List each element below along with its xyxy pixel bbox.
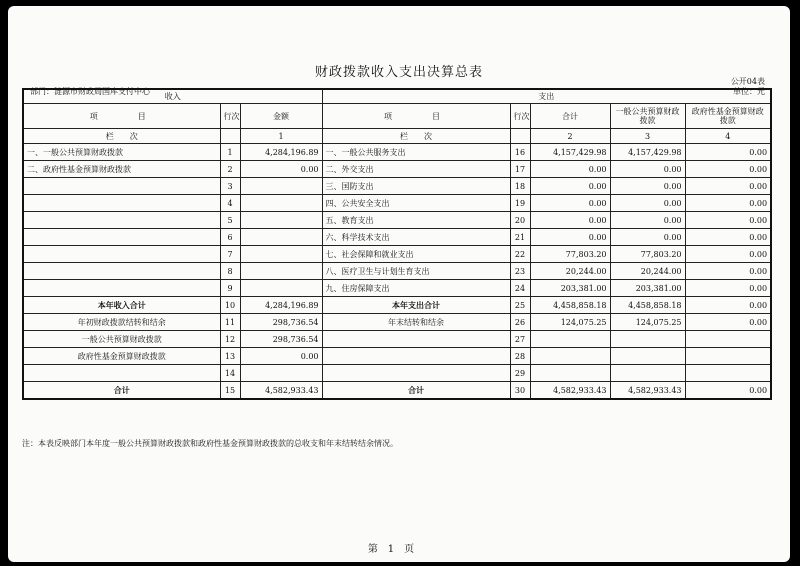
expense-item-cell: 四、公共安全支出 — [322, 195, 510, 212]
income-row-no-cell: 11 — [220, 314, 240, 331]
income-amount-cell: 0.00 — [240, 161, 322, 178]
income-amount-cell: 298,736.54 — [240, 314, 322, 331]
general-budget-cell — [610, 365, 685, 382]
expense-row-no-header: 行次 — [510, 104, 530, 129]
table-row — [23, 229, 771, 246]
unit-label: 单位：元 — [733, 87, 765, 96]
income-row-no-header: 行次 — [220, 104, 240, 129]
expense-row-no-cell: 25 — [510, 297, 530, 314]
general-budget-cell: 0.00 — [610, 195, 685, 212]
expense-item-header: 项 目 — [322, 104, 510, 129]
expense-total-cell: 0.00 — [530, 229, 610, 246]
fund-budget-cell — [685, 331, 771, 348]
expense-item-cell: 八、医疗卫生与计划生育支出 — [322, 263, 510, 280]
expense-row-no-cell: 26 — [510, 314, 530, 331]
fund-budget-cell: 0.00 — [685, 280, 771, 297]
fund-budget-cell: 0.00 — [685, 246, 771, 263]
fund-budget-cell: 0.00 — [685, 297, 771, 314]
table-row — [23, 365, 771, 382]
income-amount-cell — [240, 229, 322, 246]
expense-total-cell: 77,803.20 — [530, 246, 610, 263]
expense-row-no-cell: 16 — [510, 144, 530, 161]
table-row — [23, 161, 771, 178]
income-item-cell — [23, 365, 220, 382]
table-row — [23, 178, 771, 195]
col-index-2: 2 — [530, 129, 610, 144]
income-row-no-cell: 3 — [220, 178, 240, 195]
expense-row-no-cell: 20 — [510, 212, 530, 229]
fund-budget-cell: 0.00 — [685, 161, 771, 178]
table-row — [23, 348, 771, 365]
page-number: 第 1 页 — [367, 544, 415, 555]
lan-ci-label: 栏 次 — [322, 129, 510, 144]
general-budget-cell: 77,803.20 — [610, 246, 685, 263]
expense-row-no-cell: 29 — [510, 365, 530, 382]
income-amount-cell: 4,582,933.43 — [240, 382, 322, 400]
section-header-row — [23, 89, 771, 104]
expense-item-cell: 七、社会保障和就业支出 — [322, 246, 510, 263]
income-item-cell: 一般公共预算财政拨款 — [23, 331, 220, 348]
lan-ci-label: 栏 次 — [23, 129, 220, 144]
expense-item-cell — [322, 365, 510, 382]
income-item-cell — [23, 246, 220, 263]
general-budget-cell — [610, 331, 685, 348]
income-item-cell: 二、政府性基金预算财政拨款 — [23, 161, 220, 178]
expense-item-cell: 二、外交支出 — [322, 161, 510, 178]
table-row — [23, 144, 771, 161]
expense-total-cell: 203,381.00 — [530, 280, 610, 297]
expense-row-no-cell: 18 — [510, 178, 530, 195]
income-row-no-cell: 7 — [220, 246, 240, 263]
budget-summary-table — [22, 88, 772, 400]
expense-total-header: 合计 — [530, 104, 610, 129]
general-budget-cell: 20,244.00 — [610, 263, 685, 280]
income-item-cell: 合计 — [23, 382, 220, 400]
income-row-no-cell: 12 — [220, 331, 240, 348]
income-amount-cell: 298,736.54 — [240, 331, 322, 348]
income-row-no-cell: 2 — [220, 161, 240, 178]
income-row-no-cell: 10 — [220, 297, 240, 314]
expense-total-cell: 0.00 — [530, 161, 610, 178]
expense-section-header: 支出 — [322, 89, 771, 104]
empty-cell — [220, 129, 240, 144]
expense-item-cell: 年末结转和结余 — [322, 314, 510, 331]
table-row — [23, 314, 771, 331]
general-budget-cell: 0.00 — [610, 161, 685, 178]
table-row — [23, 212, 771, 229]
expense-total-cell — [530, 348, 610, 365]
expense-item-cell: 六、科学技术支出 — [322, 229, 510, 246]
income-row-no-cell: 15 — [220, 382, 240, 400]
report-title: 财政拨款收入支出决算总表 — [314, 65, 483, 80]
general-budget-cell: 0.00 — [610, 178, 685, 195]
fund-budget-cell: 0.00 — [685, 178, 771, 195]
income-row-no-cell: 6 — [220, 229, 240, 246]
table-row — [23, 331, 771, 348]
expense-total-cell — [530, 365, 610, 382]
expense-total-cell: 20,244.00 — [530, 263, 610, 280]
expense-item-cell: 本年支出合计 — [322, 297, 510, 314]
expense-row-no-cell: 28 — [510, 348, 530, 365]
expense-total-cell: 4,582,933.43 — [530, 382, 610, 400]
income-item-cell — [23, 212, 220, 229]
fund-budget-header: 政府性基金预算财政拨款 — [685, 104, 771, 129]
income-amount-cell: 4,284,196.89 — [240, 144, 322, 161]
column-index-row — [23, 129, 771, 144]
fund-budget-cell: 0.00 — [685, 212, 771, 229]
fund-budget-cell: 0.00 — [685, 195, 771, 212]
general-budget-cell — [610, 348, 685, 365]
income-amount-cell — [240, 178, 322, 195]
income-item-cell — [23, 195, 220, 212]
income-section-header: 收入 — [23, 89, 322, 104]
general-budget-cell: 4,582,933.43 — [610, 382, 685, 400]
general-budget-cell: 4,157,429.98 — [610, 144, 685, 161]
expense-total-cell: 0.00 — [530, 212, 610, 229]
fund-budget-cell: 0.00 — [685, 144, 771, 161]
general-budget-cell: 0.00 — [610, 229, 685, 246]
fund-budget-cell: 0.00 — [685, 382, 771, 400]
income-amount-cell: 0.00 — [240, 348, 322, 365]
income-item-cell: 一、一般公共预算财政拨款 — [23, 144, 220, 161]
expense-total-cell: 124,075.25 — [530, 314, 610, 331]
form-number: 公开04表 — [730, 77, 765, 86]
expense-row-no-cell: 27 — [510, 331, 530, 348]
col-index-3: 3 — [610, 129, 685, 144]
table-row — [23, 246, 771, 263]
income-amount-header: 金额 — [240, 104, 322, 129]
expense-total-cell — [530, 331, 610, 348]
expense-total-cell: 0.00 — [530, 178, 610, 195]
expense-item-cell: 九、住房保障支出 — [322, 280, 510, 297]
expense-item-cell: 合计 — [322, 382, 510, 400]
expense-item-cell: 三、国防支出 — [322, 178, 510, 195]
general-budget-header: 一般公共预算财政拨款 — [610, 104, 685, 129]
expense-row-no-cell: 30 — [510, 382, 530, 400]
expense-item-cell — [322, 331, 510, 348]
fund-budget-cell: 0.00 — [685, 314, 771, 331]
fund-budget-cell: 0.00 — [685, 229, 771, 246]
income-item-cell: 本年收入合计 — [23, 297, 220, 314]
income-amount-cell — [240, 246, 322, 263]
income-amount-cell — [240, 212, 322, 229]
income-row-no-cell: 14 — [220, 365, 240, 382]
expense-row-no-cell: 23 — [510, 263, 530, 280]
expense-row-no-cell: 22 — [510, 246, 530, 263]
expense-total-cell: 4,157,429.98 — [530, 144, 610, 161]
income-item-cell — [23, 229, 220, 246]
income-item-header: 项 目 — [23, 104, 220, 129]
income-item-cell: 年初财政拨款结转和结余 — [23, 314, 220, 331]
expense-item-cell: 一、一般公共服务支出 — [322, 144, 510, 161]
income-amount-cell — [240, 195, 322, 212]
income-row-no-cell: 1 — [220, 144, 240, 161]
fund-budget-cell — [685, 365, 771, 382]
fund-budget-cell: 0.00 — [685, 263, 771, 280]
income-amount-cell — [240, 280, 322, 297]
expense-total-cell: 0.00 — [530, 195, 610, 212]
income-item-cell — [23, 263, 220, 280]
expense-total-cell: 4,458,858.18 — [530, 297, 610, 314]
fund-budget-cell — [685, 348, 771, 365]
income-item-cell — [23, 178, 220, 195]
table-row — [23, 382, 771, 400]
general-budget-cell: 124,075.25 — [610, 314, 685, 331]
income-row-no-cell: 8 — [220, 263, 240, 280]
income-row-no-cell: 9 — [220, 280, 240, 297]
general-budget-cell: 203,381.00 — [610, 280, 685, 297]
footnote: 注：本表反映部门本年度一般公共预算财政拨款和政府性基金预算财政拨款的总收支和年末结转结余情况。 — [22, 439, 398, 448]
table-row — [23, 263, 771, 280]
col-index-4: 4 — [685, 129, 771, 144]
income-item-cell — [23, 280, 220, 297]
table-row — [23, 195, 771, 212]
column-header-row — [23, 104, 771, 129]
income-amount-cell — [240, 263, 322, 280]
income-row-no-cell: 4 — [220, 195, 240, 212]
general-budget-cell: 4,458,858.18 — [610, 297, 685, 314]
expense-row-no-cell: 17 — [510, 161, 530, 178]
income-item-cell: 政府性基金预算财政拨款 — [23, 348, 220, 365]
expense-row-no-cell: 19 — [510, 195, 530, 212]
expense-row-no-cell: 21 — [510, 229, 530, 246]
general-budget-cell: 0.00 — [610, 212, 685, 229]
income-amount-cell — [240, 365, 322, 382]
department-label: 部门：涟源市财政局国库支付中心 — [30, 87, 150, 96]
expense-item-cell — [322, 348, 510, 365]
table-row — [23, 297, 771, 314]
expense-row-no-cell: 24 — [510, 280, 530, 297]
income-amount-cell: 4,284,196.89 — [240, 297, 322, 314]
income-row-no-cell: 5 — [220, 212, 240, 229]
table-row — [23, 280, 771, 297]
col-index-1: 1 — [240, 129, 322, 144]
empty-cell — [510, 129, 530, 144]
expense-item-cell: 五、教育支出 — [322, 212, 510, 229]
income-row-no-cell: 13 — [220, 348, 240, 365]
